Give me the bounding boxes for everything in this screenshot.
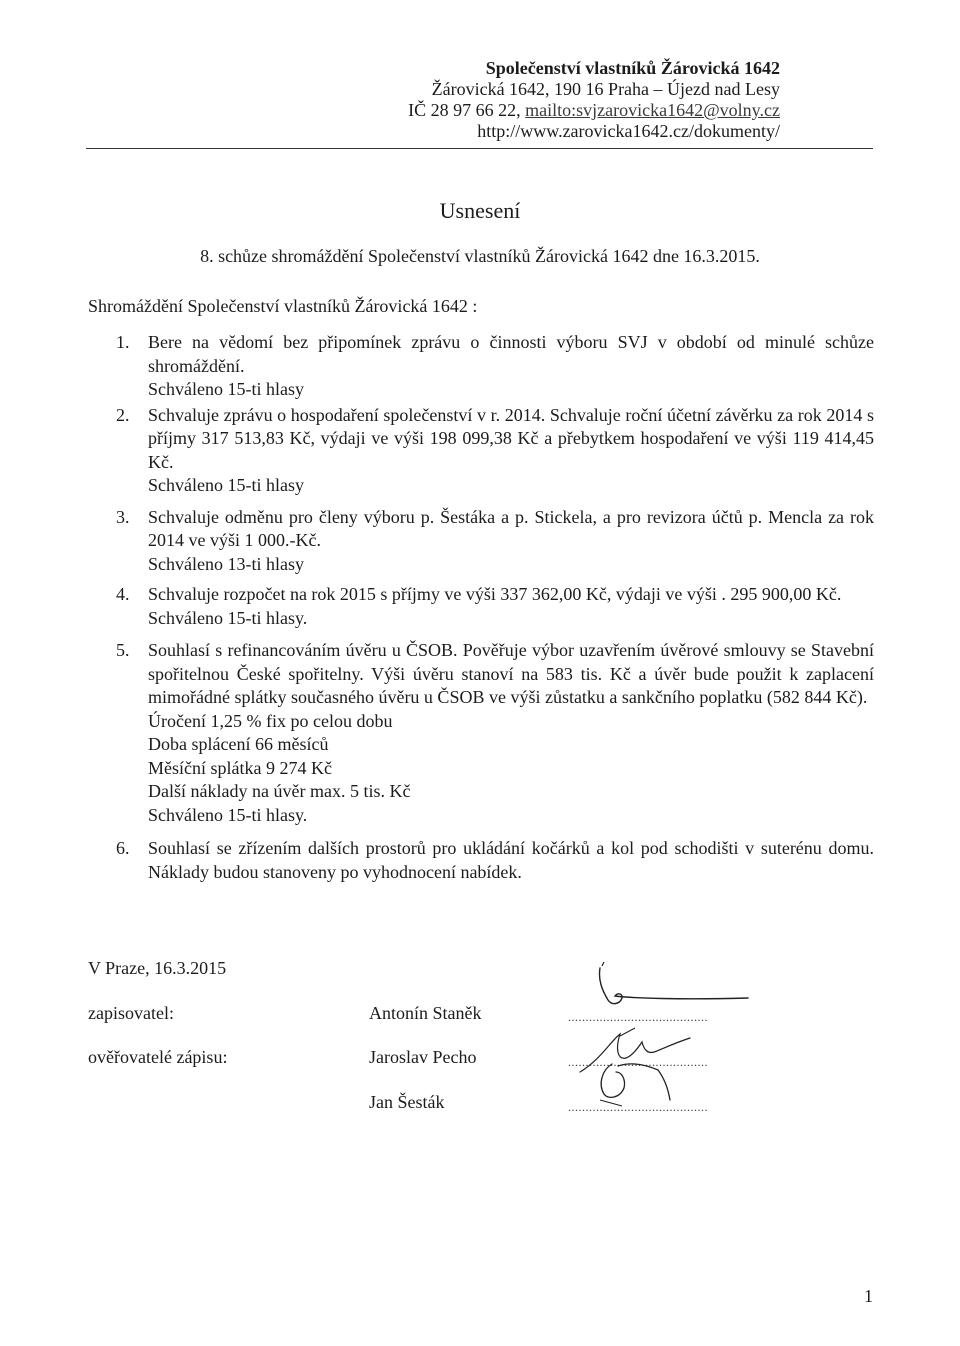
recorder-name: Antonín Staněk bbox=[369, 1003, 482, 1023]
letterhead bbox=[408, 58, 780, 142]
item-text: Schvaluje rozpočet na rok 2015 s příjmy ve výši 337 362,00 Kč, výdaji ve výši . 295 900,00 Kč. bbox=[148, 584, 842, 604]
resolution-item bbox=[116, 404, 874, 498]
item-vote: Schváleno 15-ti hlasy. bbox=[148, 607, 308, 628]
recorder-label: zapisovatel: bbox=[88, 1003, 174, 1023]
intro-line: Shromáždění Společenství vlastníků Žárovická 1642 : bbox=[88, 296, 478, 316]
org-name: Společenství vlastníků Žárovická 1642 bbox=[485, 58, 780, 78]
email-link[interactable]: mailto:svjzarovicka1642@volny.cz bbox=[525, 100, 780, 120]
item-text: Souhlasí se zřízením dalších prostorů pro ukládání kočárků a kol pod schodišti v suterénu domu. Náklady budou stanoveny po vyhodnocení nabídek. bbox=[148, 838, 874, 882]
verifiers-label: ověřovatelé zápisu: bbox=[88, 1047, 228, 1067]
document-subtitle: 8. schůze shromáždění Společenství vlastníků Žárovická 1642 dne 16.3.2015. bbox=[200, 246, 760, 266]
item-text: Schvaluje zprávu o hospodaření společenství v r. 2014. Schvaluje roční účetní závěrku za rok 2014 s příjmy 317 513,83 Kč, výdaji ve výši 198 099,38 Kč a přebytkem hospodaření ve výši 119 414,45 Kč. bbox=[148, 404, 874, 472]
org-ic: IČ 28 97 66 22, bbox=[408, 100, 521, 120]
loan-interest: Úročení 1,25 % fix po celou dobu bbox=[148, 710, 393, 731]
item-number: 5. bbox=[116, 640, 130, 660]
place-date: V Praze, 16.3.2015 bbox=[88, 958, 227, 978]
item-text: Bere na vědomí bez připomínek zprávu o činnosti výboru SVJ v období od minulé schůze shromáždění. bbox=[148, 332, 874, 376]
header-divider bbox=[86, 148, 873, 149]
loan-term: Doba splácení 66 měsíců bbox=[148, 734, 329, 754]
item-vote: Schváleno 15-ti hlasy. bbox=[148, 804, 308, 825]
loan-installment: Měsíční splátka 9 274 Kč bbox=[148, 757, 332, 778]
website-link[interactable]: http://www.zarovicka1642.cz/dokumenty/ bbox=[477, 121, 780, 141]
item-vote: Schváleno 15-ti hlasy bbox=[148, 379, 304, 399]
item-number: 2. bbox=[116, 404, 130, 425]
verifier1-name: Jaroslav Pecho bbox=[369, 1047, 477, 1067]
verifier2-name: Jan Šesták bbox=[369, 1092, 445, 1112]
item-vote: Schváleno 13-ti hlasy bbox=[148, 553, 304, 574]
org-address: Žárovická 1642, 190 16 Praha – Újezd nad Lesy bbox=[431, 79, 780, 99]
org-id-line bbox=[408, 100, 780, 121]
item-number: 1. bbox=[116, 332, 130, 352]
loan-other-costs: Další náklady na úvěr max. 5 tis. Kč bbox=[148, 781, 411, 801]
item-text: Souhlasí s refinancováním úvěru u ČSOB. Pověřuje výbor uzavřením úvěrové smlouvy se Stavební spořitelnou České spořitelny. Výši úvěru stanoví na 583 tis. Kč a úvěr bude použit k zaplacení mimořádné splátky současného úvěru u ČSOB ve výši zůstatku a sankčního poplatku (582 844 Kč). bbox=[148, 640, 874, 707]
item-number: 3. bbox=[116, 506, 130, 527]
verifier1-signature-line: ........................................ bbox=[568, 1055, 708, 1069]
resolution-list bbox=[116, 331, 874, 884]
item-text: Schvaluje odměnu pro členy výboru p. Šestáka a p. Stickela, a pro revizora účtů p. Mencla za rok 2014 ve výši 1 000.-Kč. bbox=[148, 506, 874, 550]
handwritten-signatures bbox=[560, 960, 760, 1110]
document-title: Usnesení bbox=[439, 198, 521, 223]
resolution-item bbox=[116, 837, 874, 884]
recorder-signature-line: ........................................ bbox=[568, 1010, 708, 1024]
resolution-item bbox=[116, 506, 874, 577]
item-number: 6. bbox=[116, 838, 130, 858]
resolution-item bbox=[116, 331, 874, 402]
resolution-item bbox=[116, 583, 874, 630]
page-number: 1 bbox=[864, 1286, 873, 1306]
item-number: 4. bbox=[116, 584, 130, 604]
resolution-item bbox=[116, 639, 874, 827]
verifier2-signature-line: ........................................ bbox=[568, 1100, 708, 1114]
item-vote: Schváleno 15-ti hlasy bbox=[148, 475, 304, 495]
